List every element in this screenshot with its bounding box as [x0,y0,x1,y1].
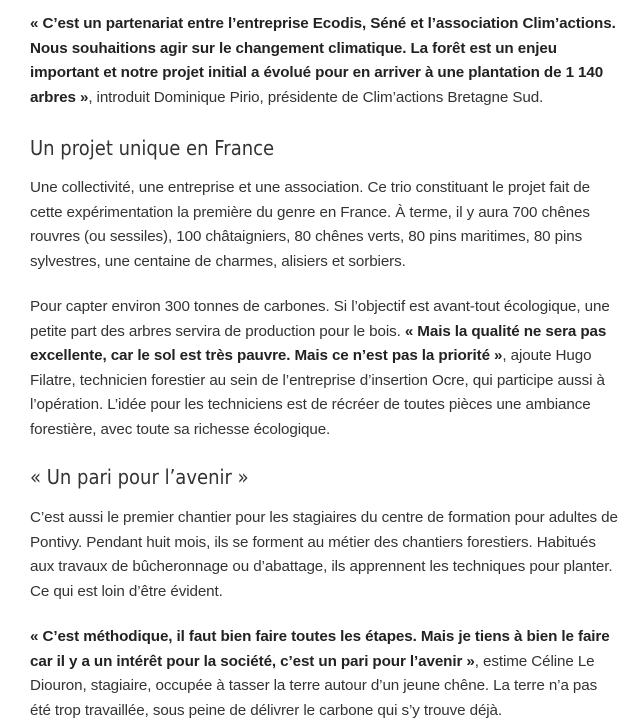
section2-p2-quote: « C’est méthodique, il faut bien faire toutes les étapes. Mais je tiens à bien le faire car il y a un intérêt pour la société, c’est un pari pour l’avenir » [30,628,610,670]
section2-paragraph-1: C’est aussi le premier chantier pour les stagiaires du centre de formation pour adultes de Pontivy. Pendant huit mois, ils se forment au métier des chantiers forestiers. Habitués aux travaux de bûcheronnage ou d’abattage, ils apprennent les techniques pour planter. Ce qui est loin d’être évident. [30,509,618,600]
section1-paragraph-1: Une collectivité, une entreprise et une association. Ce trio constituant le projet fait de cette expérimentation la première du genre en France. À terme, il y aura 700 chênes rouvres (ou sessiles), 100 châtaigniers, 80 chênes verts, 80 pins maritimes, 80 pins sylvestres, une centaine de charmes, alisiers et sorbiers. [30,179,591,270]
section-heading-bet-on-future: « Un pari pour l’avenir » [30,465,249,489]
section2-paragraph-2 [30,625,621,723]
intro-attribution: , introduit Dominique Pirio, présidente de Clim’actions Bretagne Sud. [88,88,544,106]
intro-quote: « C’est un partenariat entre l’entreprise Ecodis, Séné et l’association Clim’actions. Nous souhaitions agir sur le changement climatique. La forêt est un enjeu important et notre projet initial a évolué pour en arriver à une plantation de 1 140 arbres » [30,15,616,106]
section1-p2-text-before: Pour capter environ 300 tonnes de carbones. Si l’objectif est avant-tout écologique, une petite part des arbres servira de production pour le bois. [30,298,610,340]
section1-p2-text-after: , ajoute Hugo Filatre, technicien forestier au sein de l’entreprise d’insertion Ocre, qui participe aussi à l’opération. L’idée pour les techniciens est de récréer de toutes pièces une ambiance forestière, avec toute sa richesse écologique. [30,347,605,438]
section1-p2-quote: « Mais la qualité ne sera pas excellente, car le sol est très pauvre. Mais ce n’est pas la priorité » [30,322,607,364]
section2-p2-text-after: , estime Céline Le Diouron, stagiaire, occupée à tasser la terre autour d’un jeune chêne. La terre n’a pas été trop travaillée, sous peine de délivrer le carbone qui s’y trouve déjà. [30,652,598,719]
intro-paragraph [30,12,621,110]
section1-paragraph-2 [30,295,621,442]
section-heading-unique-project: Un projet unique en France [30,136,275,160]
